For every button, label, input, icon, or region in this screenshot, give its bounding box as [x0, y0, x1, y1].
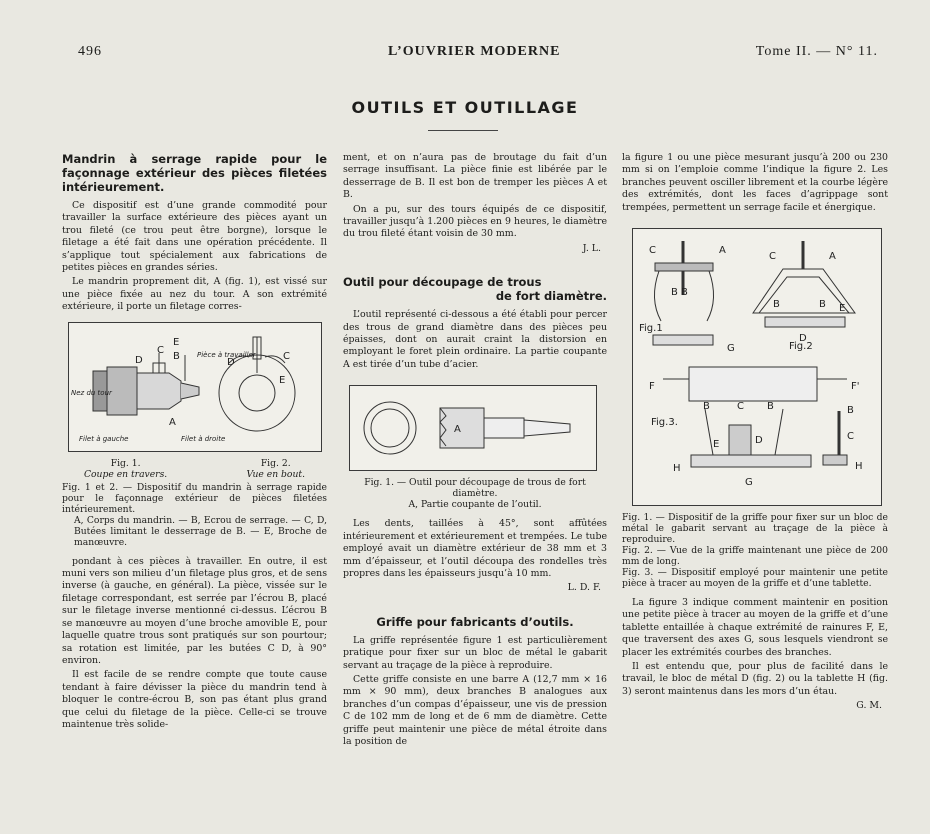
column-3: [622, 152, 888, 719]
fig3-label: Fig.3.: [651, 417, 678, 429]
griffe-figure: [632, 228, 882, 506]
paragraph: L’outil représenté ci-dessous a été établi pour percer des trous de grand diamètre dans des pièces peu épaisses, dont on aurait craint la distorsion en employant le foret plein ordinaire. La partie coupante A est tirée d’un tube d’acier.: [343, 309, 607, 370]
paragraph: Il est entendu que, pour plus de facilité dans le travail, le bloc de métal D (fig. 2) ou la tablette H (fig. 3) seront maintenus dans les mors d’un étau.: [622, 661, 888, 697]
paragraph: ment, et on n’aura pas de broutage du fait d’un serrage insuffisant. La pièce finie est libérée par le desserrage de B. Il est bon de tremper les pièces A et B.: [343, 152, 607, 201]
signature: J. L.: [582, 242, 601, 254]
label-a: A: [719, 245, 726, 257]
label-filet-gauche: Filet à gauche: [79, 434, 129, 443]
label-d2: D: [755, 435, 763, 447]
label-a: A: [454, 424, 461, 436]
article-title-mandrin: Mandrin à serrage rapide pour le façonnage extérieur des pièces filetées intérieurement.: [62, 152, 327, 194]
label-e2: E: [713, 439, 720, 451]
label-b5: B: [767, 401, 774, 413]
figure-subcaptions: [62, 458, 327, 480]
fig2-label: Fig.2: [789, 341, 813, 353]
label-b3: B: [819, 299, 826, 311]
label-g2: G: [745, 477, 753, 489]
label-d: D: [799, 333, 807, 345]
mandrin-figure: [68, 322, 322, 452]
page-number: 496: [78, 44, 102, 59]
label-c3: C: [737, 401, 744, 413]
section-title: OUTILS ET OUTILLAGE: [351, 98, 579, 117]
paragraph: la figure 1 ou une pièce mesurant jusqu’à 200 ou 230 mm si on l’emploie comme l’indique la figure 2. Les branches peuvent osciller librement et la courbe légère des extrémités, dont les faces d’agrippage sont trempées, permettent un serrage facile et énergique.: [622, 152, 888, 213]
label-d2: D: [227, 356, 235, 368]
fig1-subcaption: Fig. 1. Coupe en travers.: [84, 457, 168, 480]
column-2: [343, 152, 607, 750]
label-c2: C: [769, 251, 776, 263]
signature: L. D. F.: [567, 582, 601, 594]
tool-figure: [349, 385, 597, 471]
paragraph: On a pu, sur des tours équipés de ce dispositif, travailler jusqu’à 1.200 pièces en 9 heures, le diamètre du trou fileté étant voisin de 30 mm.: [343, 203, 607, 240]
label-f: F: [649, 381, 655, 393]
article-title-griffe: Griffe pour fabricants d’outils.: [376, 614, 574, 629]
figure-caption-griffe: Fig. 1. — Dispositif de la griffe pour fixer sur un bloc de métal le gabarit servant au traçage de la pièce à reproduire. Fig. 2. — Vue de la griffe maintenant une pièce de 200 mm de long. Fig. 3. — Dispositif employé pour maintenir une petite pièce à tracer au moyen de la griffe et d’une tablette.: [622, 512, 888, 590]
label-h2: H: [855, 461, 863, 473]
article-title-outil: Outil pour découpage de trous de fort diamètre.: [343, 275, 607, 304]
label-c2: C: [283, 350, 290, 362]
label-h: H: [673, 463, 681, 475]
label-e2: E: [279, 374, 286, 386]
label-b6: B: [847, 405, 854, 417]
title-rule: [428, 130, 498, 131]
label-b4: B: [703, 401, 710, 413]
running-head: [78, 44, 878, 66]
label-f2: F': [851, 381, 860, 393]
paragraph: Cette griffe consiste en une barre A (12,7 mm × 16 mm × 90 mm), deux branches B analogues aux branches d’un compas d’épaisseur, une vis de pression C de 102 mm de long et de 6 mm de diamètre. Cette griffe peut maintenir une pièce de métal étroite dans la position de: [343, 673, 607, 747]
paragraph: La figure 3 indique comment maintenir en position une petite pièce à tracer au moyen de la griffe et d’une tablette entaillée à chaque extrémité de rainures F, E, que traversent des axes G, sous lesquels viendront se placer les extrémités courbes des branches.: [622, 597, 888, 658]
paragraph: Il est facile de se rendre compte que toute cause tendant à faire dévisser la pièce du mandrin tend à bloquer le contre-écrou B, son pas étant plus grand que celui du filetage de la pièce. Celle-ci se trouve maintenue très solide-: [62, 669, 327, 730]
label-c: C: [157, 344, 164, 356]
label-c4: C: [847, 431, 854, 443]
fig1-label: Fig.1: [639, 323, 663, 335]
label-a: A: [169, 416, 176, 428]
paragraph: La griffe représentée figure 1 est particulièrement pratique pour fixer sur un bloc de métal le gabarit servant au traçage de la pièce à reproduire.: [343, 634, 607, 671]
paragraph: Les dents, taillées à 45°, sont affûtées intérieurement et extérieurement et trempées. Le tube employé avait un diamètre extérieur de 38 mm et 3 mm d’épaisseur, et l’outil découpa des rondelles très propres dans les épaisseurs jusqu’à 10 mm.: [343, 518, 607, 579]
issue-number: Tome II. — N° 11.: [755, 44, 878, 59]
figure-caption-mandrin: Fig. 1 et 2. — Dispositif du mandrin à serrage rapide pour le façonnage extérieur de pièces filetées intérieurement. A, Corps du mandrin. — B, Ecrou de serrage. — C, D, Butées limitant le desserrage de B. — E, Broche de manœuvre.: [62, 481, 327, 548]
journal-title: L’OUVRIER MODERNE: [388, 44, 561, 59]
label-a2: A: [829, 251, 836, 263]
paragraph: Ce dispositif est d’une grande commodité pour travailler la surface extérieure des pièces ayant un trou fileté (ce trou peut être borgne), lorsque le filetage a été fait dans une opération précédente. Il s’applique tout spécialement aux fabrications de petites pièces en grandes séries.: [62, 200, 327, 274]
label-piece: Pièce à travailler: [197, 350, 256, 359]
figure-caption-outil: Fig. 1. — Outil pour découpage de trous de fort diamètre. A, Partie coupante de l’outil.: [364, 477, 586, 511]
fig2-subcaption: Fig. 2. Vue en bout.: [246, 457, 305, 480]
label-b: B: [173, 350, 180, 362]
label-e: E: [839, 303, 846, 315]
label-g: G: [727, 343, 735, 355]
paragraph: Le mandrin proprement dit, A (fig. 1), est vissé sur une pièce fixée au nez du tour. A son extrémité extérieure, il porte un filetage corres-: [62, 276, 327, 313]
paragraph: pondant à ces pièces à travailler. En outre, il est muni vers son milieu d’un filetage plus gros, et de sens inverse (à gauche, en général). La pièce, vissée sur le filetage correspondant, est serrée par l’écrou B, placé sur le filetage inverse mentionné ci-dessus. L’écrou B se manœuvre au moyen d’une broche amovible E, pour laquelle quatre trous sont pratiqués sur son pourtour; sa rotation est limitée, par les butées C D, à 90° environ.: [62, 555, 327, 666]
label-e: E: [173, 336, 180, 348]
signature: G. M.: [856, 700, 882, 712]
label-b: B B: [671, 287, 688, 299]
label-nez: Nez du tour: [71, 388, 112, 397]
label-d: D: [135, 354, 143, 366]
label-filet-droite: Filet à droite: [181, 434, 226, 443]
label-c: C: [649, 245, 656, 257]
column-1: [62, 152, 327, 733]
label-b2: B: [773, 299, 780, 311]
